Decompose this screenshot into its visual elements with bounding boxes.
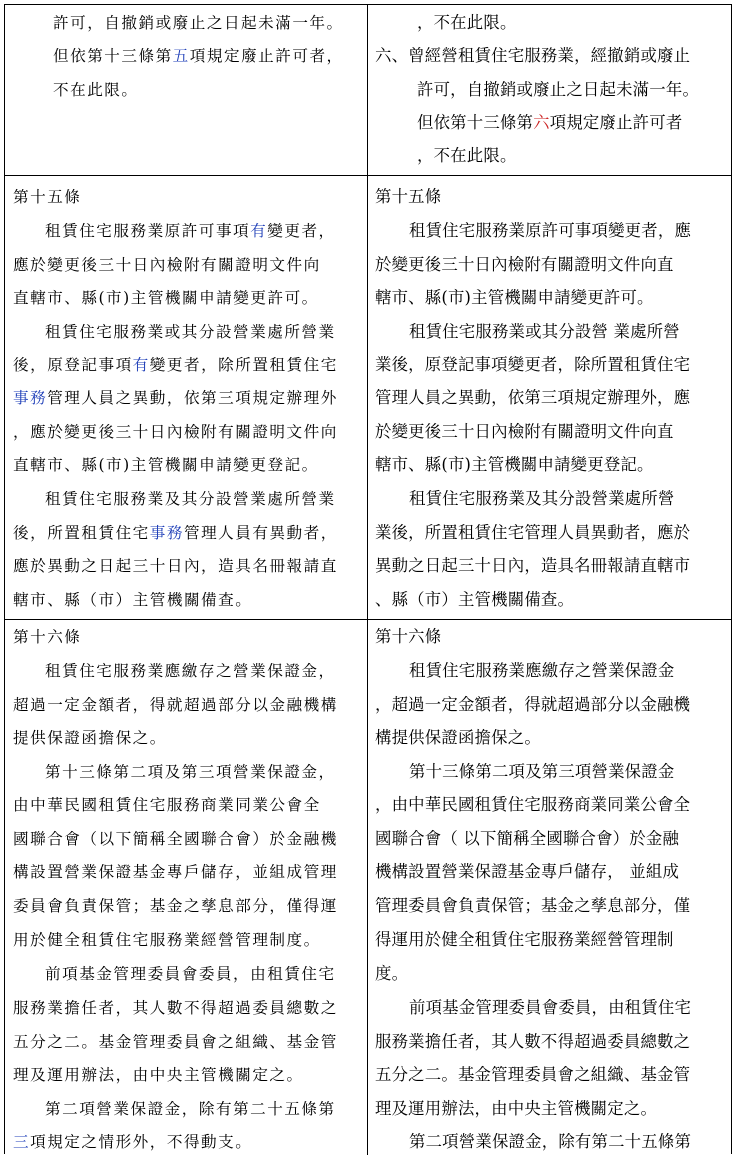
text-line: 業後，所置租賃住宅管理人員異動者，應於 — [375, 523, 691, 542]
text-line: 構設置營業保證基金專戶儲存，並組成管理 — [13, 863, 338, 881]
article-title: 第十五條 — [375, 187, 442, 206]
highlighted-amendment: 六 — [533, 113, 550, 132]
text-line: 於變更後三十日內檢附有關證明文件向直 — [375, 422, 674, 441]
text-line: 構提供保證函擔保之。 — [375, 728, 541, 747]
text-line: 管理人員之異動，依第三項規定辦理外，應 — [375, 388, 691, 407]
text-line — [417, 113, 682, 133]
text-segment: 但依第十三條第 — [53, 47, 173, 65]
text-line: 應於變更後三十日內檢附有關證明文件向 — [13, 256, 321, 274]
text-line: 轄市、縣（市）主管機關備查。 — [13, 591, 253, 609]
text-segment: 後，原登記事項 — [13, 356, 133, 374]
text-line: 國聯合會（ 以下簡稱全國聯合會）於金融 — [375, 829, 680, 848]
text-segment: 變更者， — [267, 222, 336, 240]
text-line: 理及運用辦法，由中央主管機關定之。 — [375, 1099, 658, 1118]
text-line: 直轄市、縣(市)主管機關申請變更許可。 — [13, 289, 319, 307]
text-segment: 項規定之情形外，不得動支。 — [30, 1133, 253, 1151]
text-line — [13, 1132, 252, 1152]
text-line: 不在此限。 — [53, 81, 139, 99]
text-line: ，應於變更後三十日內檢附有關證明文件向 — [13, 423, 338, 441]
text-segment: 項規定廢止許可者， — [189, 47, 344, 65]
text-line — [53, 46, 344, 66]
text-line: ，不在此限。 — [417, 13, 517, 32]
column-divider — [367, 5, 368, 1155]
text-line: 管理委員會負責保管；基金之孳息部分，僅 — [375, 896, 691, 915]
text-line: 第十三條第二項及第三項營業保證金， — [45, 763, 336, 781]
highlighted-amendment: 三 — [13, 1133, 31, 1151]
text-line: 度。 — [375, 964, 409, 983]
text-line: 異動之日起三十日內，造具名冊報請直轄市 — [375, 556, 691, 575]
text-line: 六、曾經營租賃住宅服務業，經撤銷或廢止 — [375, 46, 691, 65]
highlighted-amendment: 事務 — [13, 389, 48, 407]
text-segment: 管理人員之異動，依第三項規定辦理外 — [47, 389, 338, 407]
text-line: ，超過一定金額者，得就超過部分以金融機 — [375, 695, 691, 714]
text-segment: 但依第十三條第 — [417, 113, 534, 132]
text-line: 前項基金管理委員會委員，由租賃住宅 — [45, 965, 336, 983]
text-line: 轄市、縣(市)主管機關申請變更登記。 — [375, 455, 654, 474]
text-line: 、縣（市）主管機關備查。 — [375, 590, 575, 609]
text-line: 用於健全租賃住宅服務業經營管理制度。 — [13, 931, 321, 949]
text-line — [13, 355, 338, 375]
text-line: 轄市、縣(市)主管機關申請變更許可。 — [375, 288, 654, 307]
text-line: 租賃住宅服務業應繳存之營業保證金 — [409, 661, 675, 680]
text-line — [13, 523, 338, 543]
text-line: 應於異動之日起三十日內，造具名冊報請直 — [13, 557, 338, 575]
article-title: 第十六條 — [13, 628, 82, 646]
text-line: 租賃住宅服務業或其分設營 業處所營 — [409, 322, 680, 341]
text-line — [13, 388, 338, 408]
text-line: ，由中華民國租賃住宅服務商業同業公會全 — [375, 795, 691, 814]
text-line: 五分之二。基金管理委員會之組織、基金管 — [13, 1033, 338, 1051]
text-line: 服務業擔任者，其人數不得超過委員總數之 — [13, 999, 338, 1017]
text-line: 租賃住宅服務業應繳存之營業保證金， — [45, 662, 336, 680]
text-line: 租賃住宅服務業原許可事項變更者，應 — [409, 221, 692, 240]
article-title: 第十六條 — [375, 627, 442, 646]
row-divider-2 — [5, 619, 731, 620]
comparison-table — [4, 4, 732, 1154]
text-line: ，不在此限。 — [417, 146, 517, 165]
highlighted-amendment: 五 — [172, 47, 190, 65]
highlighted-amendment: 有 — [132, 356, 150, 374]
text-line: 第十三條第二項及第三項營業保證金 — [409, 762, 675, 781]
text-line: 由中華民國租賃住宅服務商業同業公會全 — [13, 796, 321, 814]
text-line: 租賃住宅服務業或其分設營業處所營業 — [45, 323, 336, 341]
article-title: 第十五條 — [13, 188, 82, 206]
highlighted-amendment: 事務 — [149, 524, 184, 542]
text-line: 業後，原登記事項變更者，除所置租賃住宅 — [375, 355, 691, 374]
text-line: 得運用於健全租賃住宅服務業經營管理制 — [375, 930, 674, 949]
text-segment: 變更者，除所置租賃住宅 — [149, 356, 338, 374]
text-segment: 項規定廢止許可者 — [549, 113, 683, 132]
text-line: 租賃住宅服務業及其分設營業處所營 — [409, 489, 675, 508]
text-line: 許可，自撤銷或廢止之日起未滿一年。 — [53, 14, 344, 32]
text-segment: 管理人員有異動者， — [183, 524, 338, 542]
text-line: 第二項營業保證金，除有第二十五條第 — [45, 1100, 336, 1118]
text-line: 租賃住宅服務業及其分設營業處所營業 — [45, 490, 336, 508]
text-line: 服務業擔任者，其人數不得超過委員總數之 — [375, 1032, 691, 1051]
text-line: 五分之二。基金管理委員會之組織、基金管 — [375, 1065, 691, 1084]
text-line: 於變更後三十日內檢附有關證明文件向直 — [375, 255, 674, 274]
text-line: 前項基金管理委員會委員，由租賃住宅 — [409, 998, 692, 1017]
text-line: 第二項營業保證金，除有第二十五條第 — [409, 1132, 692, 1151]
text-line: 直轄市、縣(市)主管機關申請變更登記。 — [13, 456, 319, 474]
text-segment: 後，所置租賃住宅 — [13, 524, 150, 542]
highlighted-amendment: 有 — [250, 222, 268, 240]
text-line: 機構設置營業保證基金專戶儲存， 並組成 — [375, 862, 680, 881]
row-divider-1 — [5, 175, 731, 176]
text-line: 許可，自撤銷或廢止之日起未滿一年。 — [417, 80, 700, 99]
text-line: 委員會負責保管；基金之孳息部分，僅得運 — [13, 897, 338, 915]
text-line: 國聯合會（以下簡稱全國聯合會）於金融機 — [13, 830, 338, 848]
text-segment: 租賃住宅服務業原許可事項 — [45, 222, 251, 240]
text-line: 理及運用辦法，由中央主管機關定之。 — [13, 1066, 304, 1084]
text-line: 提供保證函擔保之。 — [13, 729, 167, 747]
text-line — [45, 221, 336, 241]
text-line: 超過一定金額者，得就超過部分以金融機構 — [13, 696, 338, 714]
